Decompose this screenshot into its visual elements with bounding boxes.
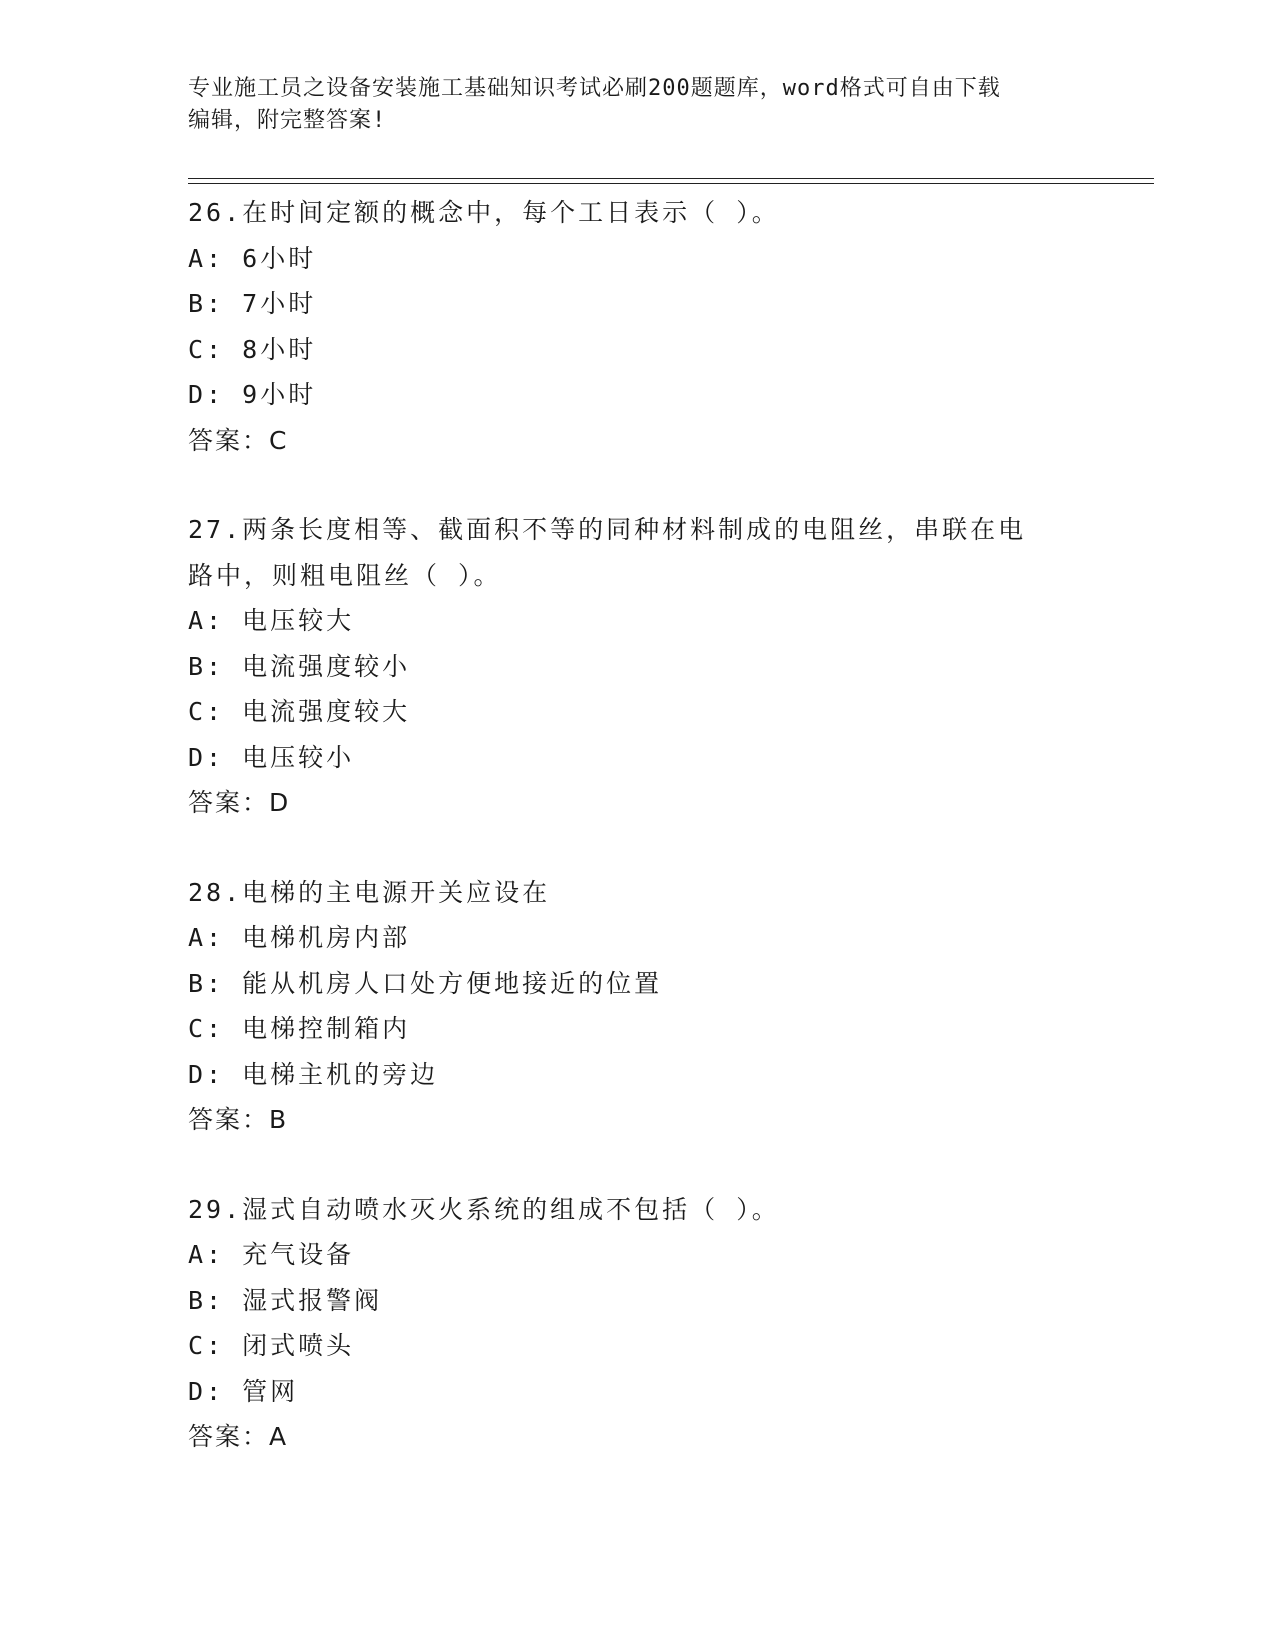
option-b: B: 电流强度较小 <box>188 651 411 681</box>
option-b: B: 湿式报警阀 <box>188 1285 383 1315</box>
option-b: B: 7小时 <box>188 289 317 318</box>
question-stem: 29.湿式自动喷水灭火系统的组成不包括（ ）。 <box>188 1194 780 1224</box>
option-a: A: 6小时 <box>188 243 317 273</box>
question-26 <box>188 190 1088 463</box>
document-header <box>188 73 1088 137</box>
answer-label: 答案：C <box>188 425 289 455</box>
option-a: A: 充气设备 <box>188 1240 355 1269</box>
header-title-line-1: 专业施工员之设备安装施工基础知识考试必刷200题题库，word格式可自由下载 <box>188 76 1001 101</box>
option-c: C: 8小时 <box>188 334 317 364</box>
option-d: D: 电压较小 <box>188 742 355 772</box>
question-stem: 26.在时间定额的概念中，每个工日表示（ ）。 <box>188 198 780 227</box>
question-stem: 28.电梯的主电源开关应设在 <box>188 877 551 907</box>
option-a: A: 电压较大 <box>188 606 355 635</box>
option-d: D: 电梯主机的旁边 <box>188 1059 439 1089</box>
header-title-line-2: 编辑，附完整答案! <box>188 108 387 133</box>
option-c: C: 电梯控制箱内 <box>188 1014 411 1043</box>
header-double-rule <box>188 178 1154 184</box>
question-28 <box>188 870 1088 1143</box>
option-d: D: 9小时 <box>188 380 317 409</box>
answer-label: 答案：A <box>188 1422 289 1451</box>
option-c: C: 闭式喷头 <box>188 1331 355 1360</box>
question-stem: 27.两条长度相等、截面积不等的同种材料制成的电阻丝，串联在电路中，则粗电阻丝（ ）。 <box>188 515 1027 590</box>
question-27 <box>188 507 1048 826</box>
option-d: D: 管网 <box>188 1376 299 1406</box>
option-a: A: 电梯机房内部 <box>188 923 411 952</box>
answer-label: 答案：D <box>188 788 291 817</box>
answer-label: 答案：B <box>188 1105 289 1134</box>
option-b: B: 能从机房人口处方便地接近的位置 <box>188 968 663 998</box>
question-list <box>188 190 1088 1504</box>
question-29 <box>188 1187 1088 1460</box>
option-c: C: 电流强度较大 <box>188 697 411 726</box>
